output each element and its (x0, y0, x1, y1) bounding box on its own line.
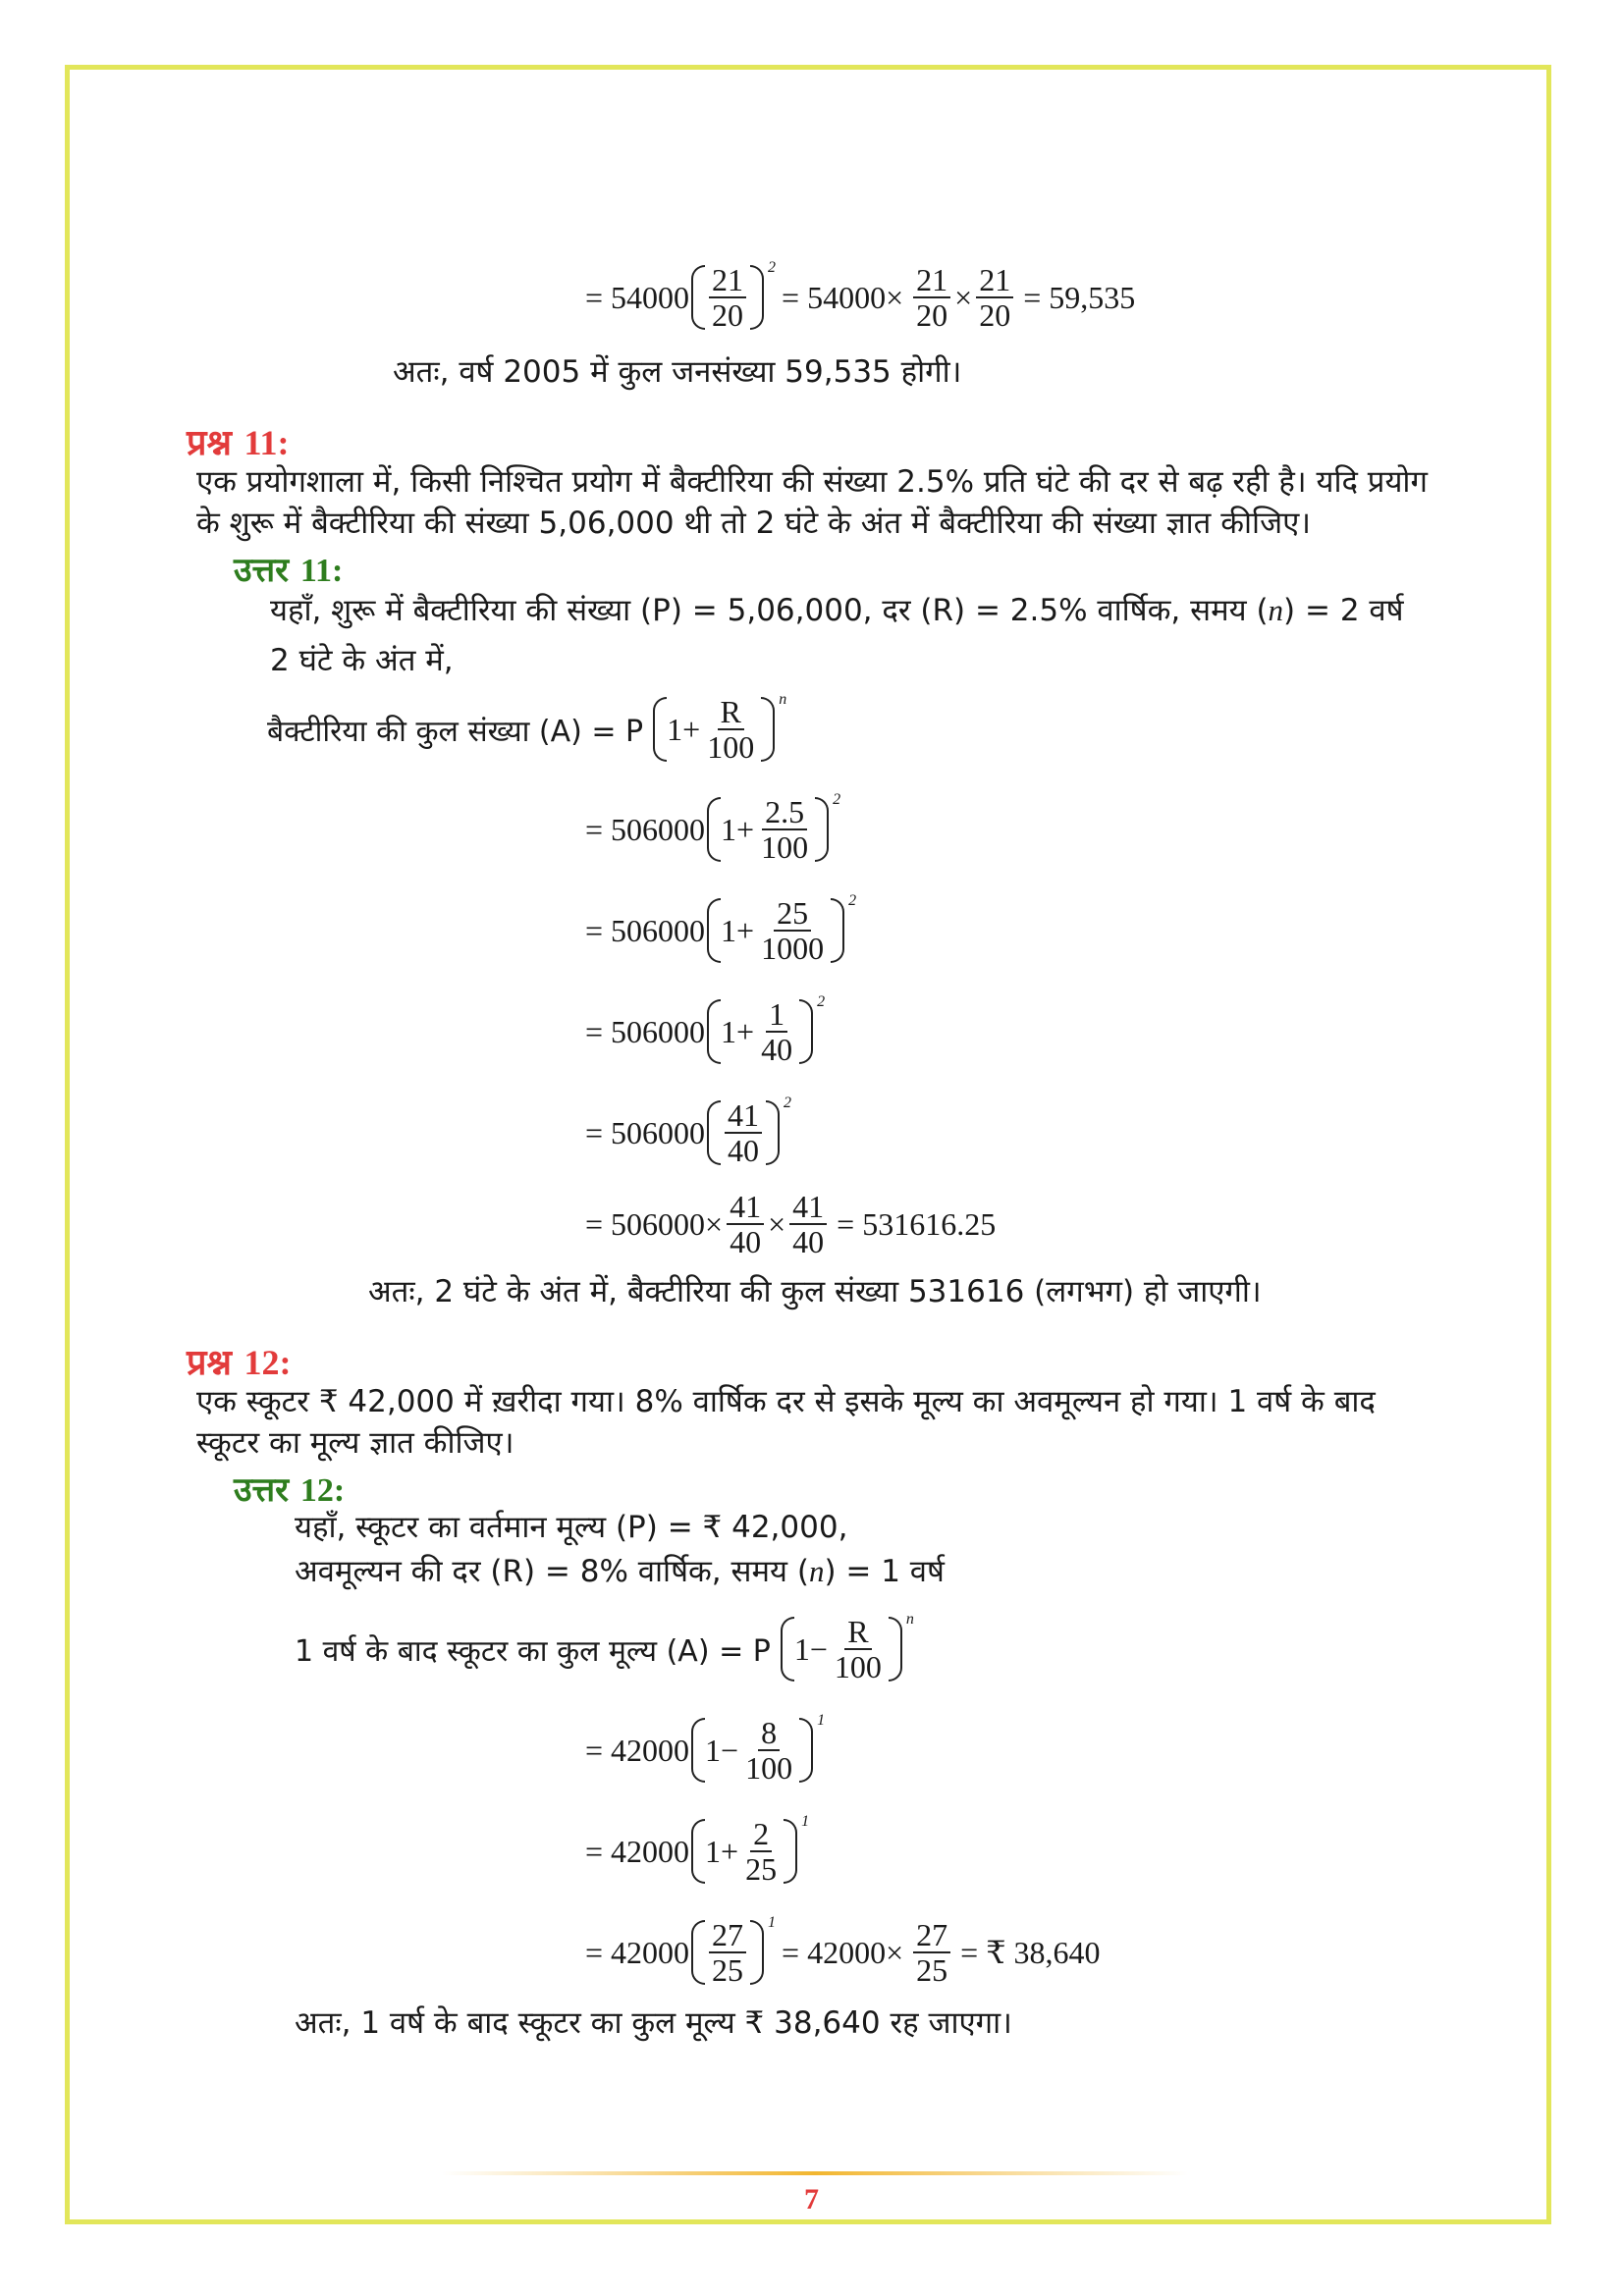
equation-text: 1+ (721, 1013, 755, 1049)
numerator: 27 (913, 1918, 950, 1953)
exponent: 2 (784, 1095, 792, 1111)
fraction (758, 896, 827, 965)
fraction (725, 1098, 762, 1167)
answer-12-step-2 (585, 1813, 810, 1887)
equation-result: = 59,535 (1023, 279, 1136, 315)
question-label: प्रश्न (187, 423, 232, 463)
exponent: 2 (768, 259, 777, 276)
answer-12-step-1 (585, 1712, 826, 1786)
parenthesis (653, 695, 775, 764)
parenthesis (707, 1098, 780, 1167)
equation-text: = 54000 (585, 279, 690, 315)
answer-11-step-4 (585, 1095, 792, 1168)
numerator: 8 (758, 1716, 780, 1751)
denominator: 100 (761, 829, 809, 865)
denominator: 1000 (761, 931, 825, 966)
numerator: 2 (750, 1817, 772, 1852)
page-number: 7 (804, 2183, 819, 2216)
numerator: 25 (774, 896, 811, 932)
numerator: 27 (709, 1918, 746, 1953)
answer-12-conclusion: अतः, 1 वर्ष के बाद स्कूटर का कुल मूल्य ₹ 38,640 रह जाएगा। (295, 2005, 1012, 2041)
denominator: 100 (745, 1750, 793, 1786)
fraction (709, 263, 746, 332)
answer-12-given-1: यहाँ, स्कूटर का वर्तमान मूल्य (P) = ₹ 42,000, (295, 1510, 848, 1545)
times-symbol: × (768, 1205, 786, 1242)
fraction (789, 1190, 827, 1258)
question-12-heading (187, 1337, 291, 1385)
numerator: 1 (766, 997, 787, 1033)
fraction (742, 1817, 780, 1886)
equation-text: 1− (793, 1630, 828, 1667)
answer-number: 12: (299, 1472, 346, 1509)
exponent: 2 (848, 892, 857, 909)
parenthesis (781, 1615, 902, 1683)
numerator: R (844, 1615, 871, 1650)
fraction (742, 1716, 795, 1785)
equation-text: 1+ (721, 811, 755, 847)
parenthesis (691, 1918, 764, 1987)
exponent: 1 (801, 1813, 810, 1830)
denominator: 20 (712, 297, 744, 333)
exponent: 1 (817, 1712, 826, 1729)
answer-label: उत्तर (234, 1470, 290, 1510)
answer-11-step-2 (585, 892, 857, 966)
question-11-text-line-2: के शुरू में बैक्टीरिया की संख्या 5,06,000 थी तो 2 घंटे के अंत में बैक्टीरिया की संख्या ज्ञात कीजिए। (196, 506, 1311, 541)
equation-text: = 506000 (585, 912, 706, 948)
variable-n: n (808, 1554, 825, 1588)
parenthesis (707, 896, 844, 965)
exponent: 2 (833, 791, 841, 808)
answer-number: 11: (299, 553, 344, 589)
fraction (976, 263, 1013, 332)
exponent: n (905, 1611, 914, 1628)
question-number: 12: (243, 1343, 292, 1382)
denominator: 100 (834, 1649, 882, 1684)
equation-text: = 42000 (585, 1732, 690, 1768)
formula-lhs: 1 वर्ष के बाद स्कूटर का कुल मूल्य (A) = P (295, 1633, 771, 1669)
answer-12-formula (295, 1611, 914, 1684)
numerator: 41 (727, 1190, 764, 1225)
equation-text: = 54000× (782, 279, 904, 315)
equation-text: = 506000 (585, 811, 706, 847)
fraction (709, 1918, 746, 1987)
given-text: अवमूल्यन की दर (R) = 8% वार्षिक, समय ( (295, 1554, 809, 1589)
equation-text: 1+ (667, 711, 701, 747)
denominator: 40 (730, 1224, 762, 1259)
variable-n: n (1268, 593, 1284, 627)
question-number: 11: (243, 423, 290, 462)
given-text: यहाँ, शुरू में बैक्टीरिया की संख्या (P) = 5,06,000, दर (R) = 2.5% वार्षिक, समय ( (270, 593, 1269, 628)
fraction (704, 695, 757, 764)
numerator: 21 (913, 263, 950, 298)
fraction (727, 1190, 764, 1258)
denominator: 25 (712, 1952, 744, 1988)
answer-11-given (270, 590, 1404, 631)
answer-11-conclusion: अतः, 2 घंटे के अंत में, बैक्टीरिया की कुल संख्या 531616 (लगभग) हो जाएगी। (368, 1274, 1262, 1309)
denominator: 25 (745, 1851, 778, 1887)
numerator: R (718, 695, 744, 730)
equation-text: = 506000 (585, 1013, 706, 1049)
answer-label: उत्तर (234, 551, 290, 590)
footer-divider (442, 2171, 1188, 2175)
question-label: प्रश्न (187, 1343, 232, 1383)
answer-11-step-1 (585, 791, 841, 865)
denominator: 100 (707, 729, 755, 765)
equation-text: 1− (705, 1732, 739, 1768)
exponent: 2 (817, 993, 826, 1010)
answer-11-heading (234, 546, 343, 591)
equation-text: = 42000× (782, 1934, 904, 1970)
fraction (758, 997, 795, 1066)
parenthesis (691, 1817, 797, 1886)
question-11-text-line-1: एक प्रयोगशाला में, किसी निश्चित प्रयोग में बैक्टीरिया की संख्या 2.5% प्रति घंटे की दर से बढ़ रही है। यदि प्रयोग (196, 464, 1428, 500)
prev-conclusion: अतः, वर्ष 2005 में कुल जनसंख्या 59,535 होगी। (393, 354, 962, 390)
fraction (913, 263, 950, 332)
fraction (832, 1615, 885, 1683)
parenthesis (707, 795, 829, 864)
denominator: 20 (916, 297, 948, 333)
denominator: 40 (761, 1032, 793, 1067)
question-12-text-line-1: एक स्कूटर ₹ 42,000 में ख़रीदा गया। 8% वार्षिक दर से इसके मूल्य का अवमूल्यन हो गया। 1 वर्ष के बाद (196, 1384, 1376, 1419)
answer-12-step-3 (585, 1914, 1107, 1988)
times-symbol: × (954, 279, 973, 315)
prev-equation (585, 259, 1141, 333)
answer-12-given-2 (295, 1551, 945, 1592)
equation-result: = 531616.25 (837, 1205, 997, 1242)
answer-11-formula (267, 691, 787, 765)
question-12-text-line-2: स्कूटर का मूल्य ज्ञात कीजिए। (196, 1425, 514, 1461)
parenthesis (691, 263, 764, 332)
equation-text: 1+ (705, 1833, 739, 1869)
answer-11-step-5 (585, 1190, 1001, 1258)
fraction (913, 1918, 950, 1987)
numerator: 21 (709, 263, 746, 298)
numerator: 41 (789, 1190, 827, 1225)
equation-text: = 506000× (585, 1205, 724, 1242)
given-text: ) = 1 वर्ष (824, 1554, 945, 1589)
numerator: 2.5 (762, 795, 807, 830)
equation-result: = ₹ 38,640 (960, 1935, 1101, 1970)
parenthesis (691, 1716, 813, 1785)
given-text: ) = 2 वर्ष (1283, 593, 1404, 628)
denominator: 40 (792, 1224, 825, 1259)
denominator: 40 (728, 1133, 760, 1168)
fraction (758, 795, 811, 864)
answer-11-after: 2 घंटे के अंत में, (270, 643, 454, 678)
equation-text: 1+ (721, 912, 755, 948)
answer-12-heading (234, 1466, 345, 1511)
denominator: 25 (916, 1952, 948, 1988)
equation-text: = 42000 (585, 1934, 690, 1970)
numerator: 21 (976, 263, 1013, 298)
exponent: n (779, 691, 787, 708)
formula-lhs: बैक्टीरिया की कुल संख्या (A) = P (267, 714, 644, 749)
numerator: 41 (725, 1098, 762, 1134)
question-11-heading (187, 417, 290, 465)
parenthesis (707, 997, 813, 1066)
denominator: 20 (979, 297, 1011, 333)
answer-11-step-3 (585, 993, 826, 1067)
equation-text: = 42000 (585, 1833, 690, 1869)
exponent: 1 (768, 1914, 777, 1931)
equation-text: = 506000 (585, 1114, 706, 1150)
